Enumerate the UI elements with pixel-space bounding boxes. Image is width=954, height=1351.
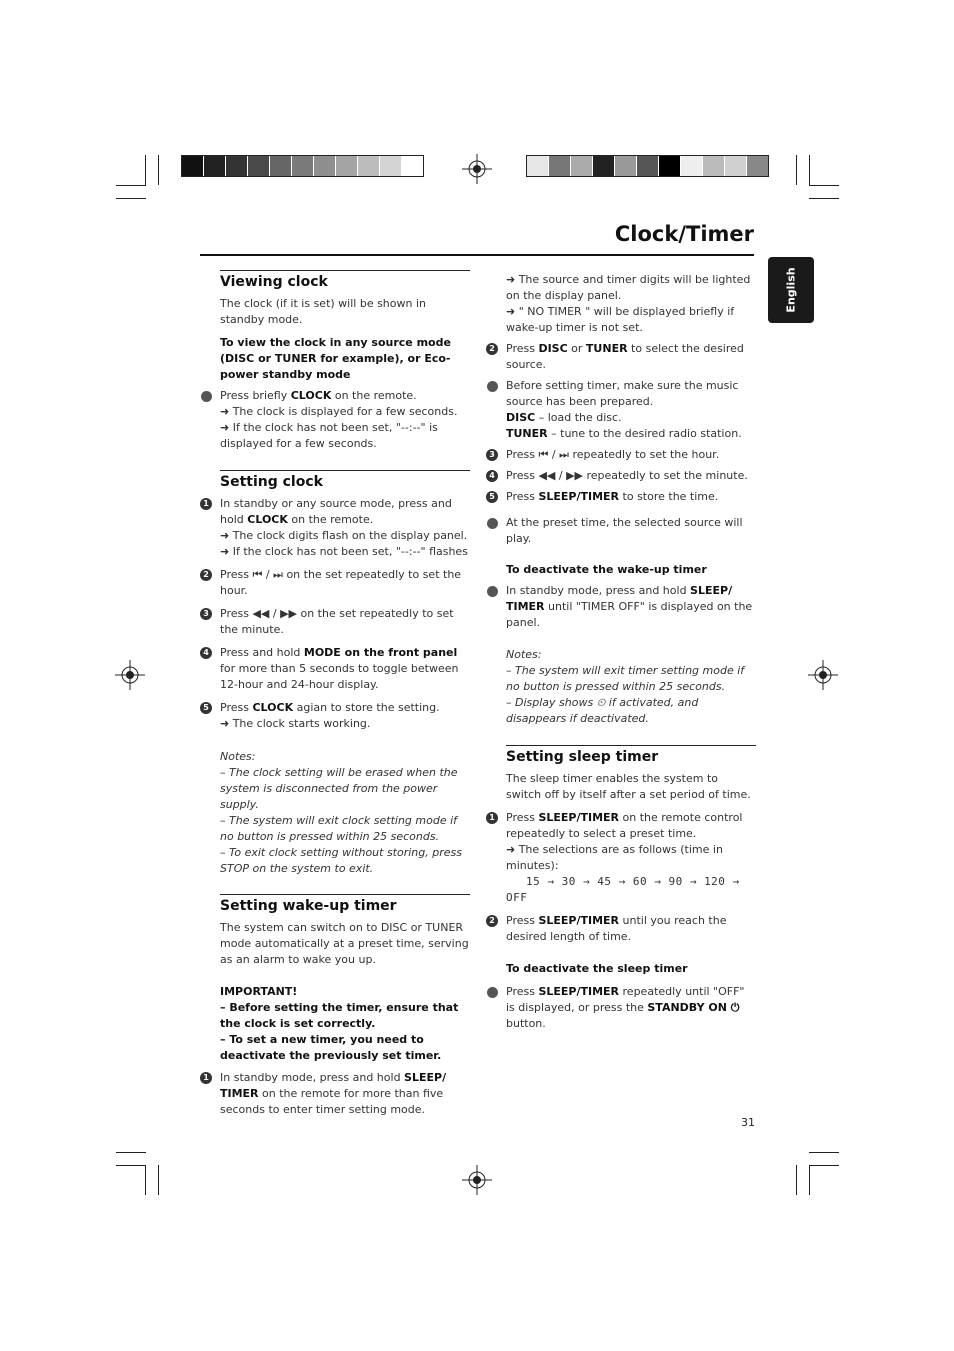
- bullet-icon: [487, 586, 498, 597]
- step-number-icon: 5: [200, 702, 212, 714]
- language-tab-label: English: [784, 267, 798, 313]
- page-number: 31: [741, 1116, 755, 1129]
- step-number-icon: 4: [486, 470, 498, 482]
- crop-mark: [145, 1165, 146, 1195]
- notes-label: Notes:: [506, 648, 542, 661]
- list-item: 2 Press DISC or TUNER to select the desired source.: [486, 341, 756, 373]
- bullet-icon: [201, 391, 212, 402]
- important-label: IMPORTANT!: [220, 985, 298, 998]
- step-number-icon: 3: [486, 449, 498, 461]
- crop-mark: [145, 155, 146, 185]
- list-item: 4 Press ◀◀ / ▶▶ repeatedly to set the minute.: [486, 468, 756, 484]
- step-number-icon: 2: [486, 915, 498, 927]
- step-number-icon: 2: [200, 569, 212, 581]
- paragraph: The system can switch on to DISC or TUNER mode automatically at a preset time, serving as an alarm to wake you up.: [220, 921, 469, 966]
- notes-label: Notes:: [220, 750, 256, 763]
- note: – The system will exit timer setting mode if no button is pressed within 25 seconds.: [506, 664, 745, 693]
- step-number-icon: 1: [200, 498, 212, 510]
- step-number-icon: 2: [486, 343, 498, 355]
- registration-mark-icon: [462, 1165, 492, 1195]
- crop-mark: [809, 1165, 810, 1195]
- list-item: 1 In standby or any source mode, press and hold CLOCK on the remote. ➜ The clock digits flash on the display panel. ➜ If the clock has not been set, "--:--" flashes: [200, 496, 470, 560]
- list-item: 5 Press CLOCK agian to store the setting. ➜ The clock starts working.: [200, 700, 470, 732]
- crop-mark: [116, 198, 146, 199]
- list-item: 3 Press ⏮ / ⏭ repeatedly to set the hour.: [486, 447, 756, 463]
- list-item: At the preset time, the selected source will play.: [486, 515, 756, 547]
- crop-mark: [809, 155, 810, 185]
- section-heading-wake-up-timer: Setting wake-up timer: [220, 894, 470, 916]
- list-item: 1 In standby mode, press and hold SLEEP/ TIMER on the remote for more than five seconds to enter timer setting mode.: [200, 1070, 470, 1118]
- crop-mark: [158, 155, 159, 185]
- registration-mark-icon: [462, 154, 492, 184]
- list-item: 5 Press SLEEP/TIMER to store the time.: [486, 489, 756, 505]
- crop-mark: [809, 198, 839, 199]
- right-column: [486, 272, 756, 1032]
- registration-mark-icon: [808, 660, 838, 690]
- crop-mark: [809, 1165, 839, 1166]
- note: – To exit clock setting without storing, press STOP on the system to exit.: [220, 846, 462, 875]
- list-item: Before setting timer, make sure the music source has been prepared. DISC – load the disc. TUNER – tune to the desired radio station.: [486, 378, 756, 442]
- note: – The clock setting will be erased when the system is disconnected from the power supply.: [220, 766, 458, 811]
- note: – Display shows ⏲ if activated, and disappears if deactivated.: [506, 696, 699, 725]
- crop-mark: [809, 185, 839, 186]
- language-tab: [768, 257, 814, 323]
- list-item: Press SLEEP/TIMER repeatedly until "OFF" is displayed, or press the STANDBY ON ⏻ button.: [486, 984, 756, 1032]
- crop-mark: [116, 1152, 146, 1153]
- list-item: 3 Press ◀◀ / ▶▶ on the set repeatedly to set the minute.: [200, 606, 470, 638]
- subheading: To deactivate the wake-up timer: [506, 563, 707, 576]
- list-item: Press briefly CLOCK on the remote. ➜ The clock is displayed for a few seconds. ➜ If the clock has not been set, "--:--" is displayed for a few seconds.: [200, 388, 470, 452]
- section-heading-sleep-timer: Setting sleep timer: [506, 745, 756, 767]
- paragraph: The clock (if it is set) will be shown in standby mode.: [220, 297, 427, 326]
- step-number-icon: 1: [200, 1072, 212, 1084]
- crop-mark: [809, 1152, 839, 1153]
- step-number-icon: 1: [486, 812, 498, 824]
- list-item: 4 Press and hold MODE on the front panel for more than 5 seconds to toggle between 12-hour and 24-hour display.: [200, 645, 470, 693]
- crop-mark: [796, 1165, 797, 1195]
- section-heading-setting-clock: Setting clock: [220, 470, 470, 492]
- color-bar-right: [526, 155, 769, 177]
- title-rule: [200, 254, 754, 256]
- step-number-icon: 3: [200, 608, 212, 620]
- important-item: – Before setting the timer, ensure that the clock is set correctly.: [220, 1001, 459, 1030]
- crop-mark: [158, 1165, 159, 1195]
- list-item: In standby mode, press and hold SLEEP/ TIMER until "TIMER OFF" is displayed on the panel.: [486, 583, 756, 631]
- sleep-sequence: 15 → 30 → 45 → 60 → 90 → 120 → OFF: [506, 875, 740, 904]
- subheading: To deactivate the sleep timer: [506, 962, 688, 975]
- note: – The system will exit clock setting mode if no button is pressed within 25 seconds.: [220, 814, 458, 843]
- crop-mark: [796, 155, 797, 185]
- bullet-icon: [487, 518, 498, 529]
- page-title: Clock/Timer: [614, 222, 754, 246]
- important-item: – To set a new timer, you need to deactivate the previously set timer.: [220, 1033, 442, 1062]
- step-number-icon: 5: [486, 491, 498, 503]
- list-item: 2 Press ⏮ / ⏭ on the set repeatedly to set the hour.: [200, 567, 470, 599]
- result-line: ➜ " NO TIMER " will be displayed briefly if wake-up timer is not set.: [506, 305, 735, 334]
- list-item: 1 Press SLEEP/TIMER on the remote control repeatedly to select a preset time. ➜ The selections are as follows (time in minutes): 15 → 30 → 45 → 60 → 90 → 120 → OFF: [486, 810, 756, 906]
- list-item: 2 Press SLEEP/TIMER until you reach the desired length of time.: [486, 913, 756, 945]
- registration-mark-icon: [115, 660, 145, 690]
- crop-mark: [116, 185, 146, 186]
- section-heading-viewing-clock: Viewing clock: [220, 270, 470, 292]
- step-number-icon: 4: [200, 647, 212, 659]
- crop-mark: [116, 1165, 146, 1166]
- paragraph-bold: To view the clock in any source mode (DISC or TUNER for example), or Eco-power standby mode: [220, 336, 451, 381]
- left-column: [200, 270, 470, 1118]
- bullet-icon: [487, 381, 498, 392]
- paragraph: The sleep timer enables the system to switch off by itself after a set period of time.: [506, 772, 751, 801]
- color-bar-left: [181, 155, 424, 177]
- result-line: ➜ The source and timer digits will be lighted on the display panel.: [506, 273, 751, 302]
- bullet-icon: [487, 987, 498, 998]
